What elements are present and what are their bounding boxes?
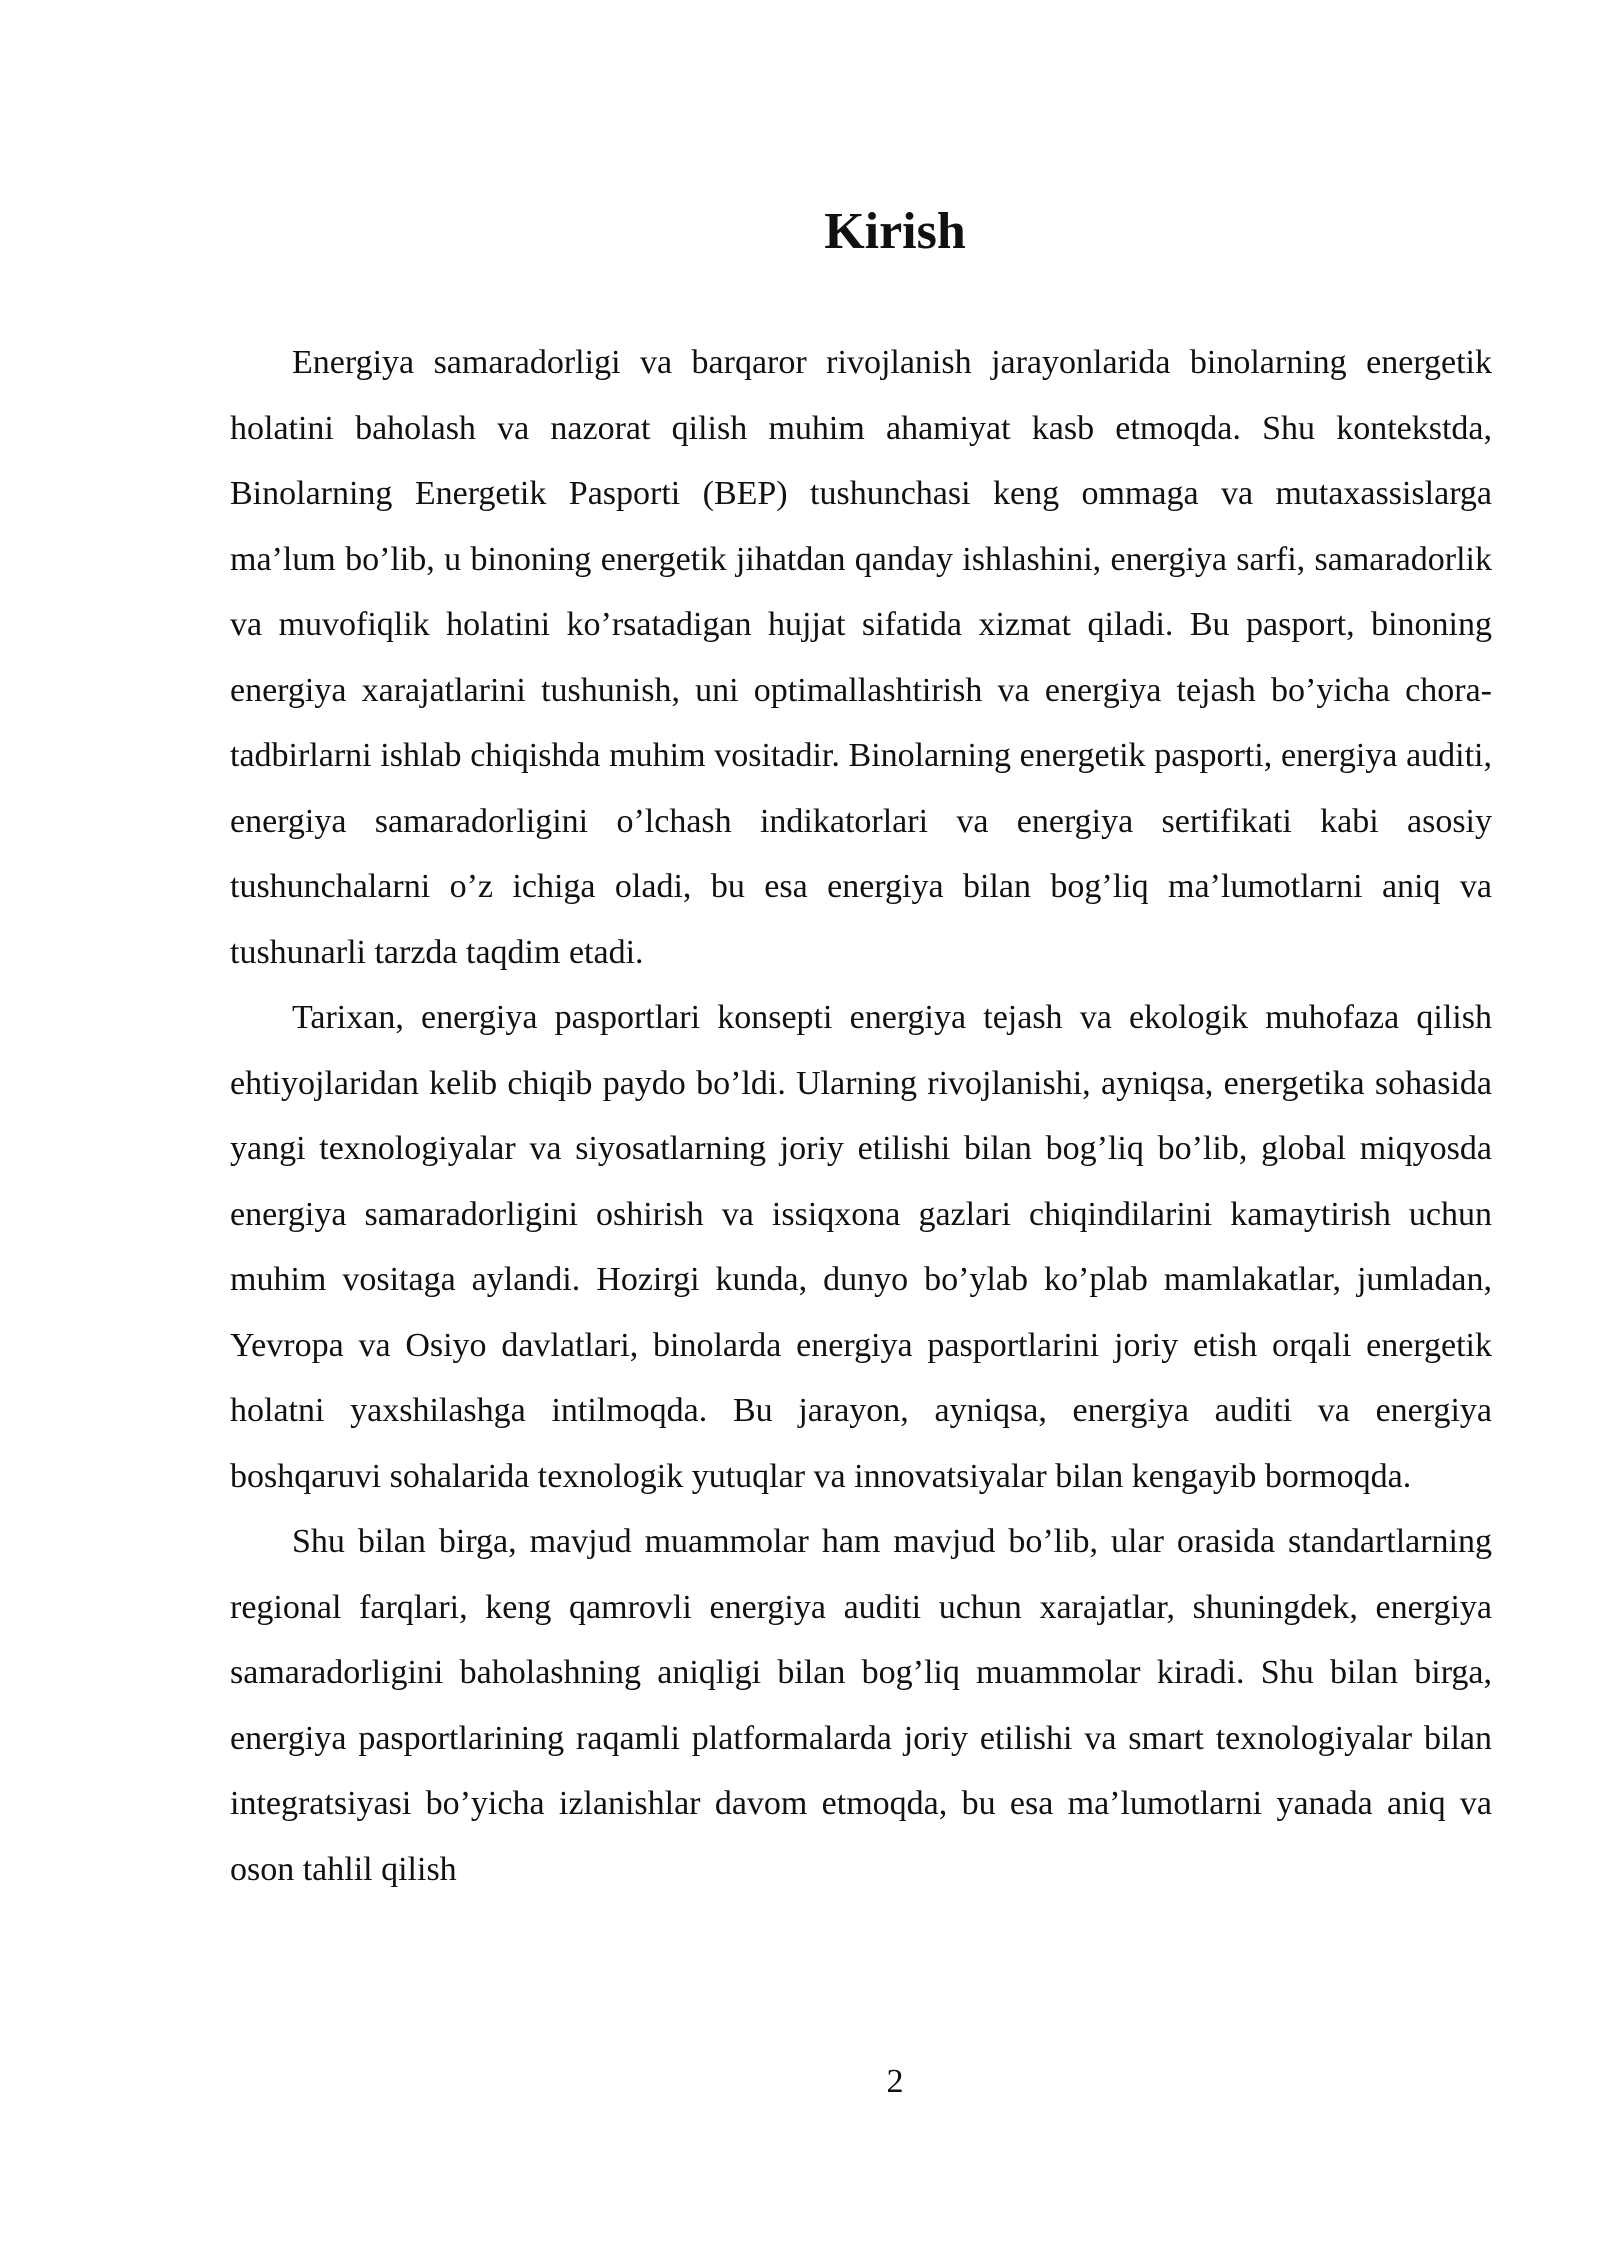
paragraph-2: Tarixan, energiya pasportlari konsepti energiya tejash va ekologik muhofaza qilish ehtiyojlaridan kelib chiqib paydo bo’ldi. Ularning rivojlanishi, ayniqsa, energetika sohasida yangi texnologiyalar va siyosatlarning joriy etilishi bilan bog’liq bo’lib, global miqyosda energiya samaradorligini oshirish va issiqxona gazlari chiqindilarini kamaytirish uchun muhim vositaga aylandi. Hozirgi kunda, dunyo bo’ylab ko’plab mamlakatlar, jumladan, Yevropa va Osiyo davlatlari, binolarda energiya pasportlarini joriy etish orqali energetik holatni yaxshilashga intilmoqda. Bu jarayon, ayniqsa, energiya auditi va energiya boshqaruvi sohalarida texnologik yutuqlar va innovatsiyalar bilan kengayib bormoqda. xyxy=(230,999,1492,1495)
paragraph-1: Energiya samaradorligi va barqaror rivojlanish jarayonlarida binolarning energetik holatini baholash va nazorat qilish muhim ahamiyat kasb etmoqda. Shu kontekstda, Binolarning Energetik Pasporti (BEP) tushunchasi keng ommaga va mutaxassislarga ma’lum bo’lib, u binoning energetik jihatdan qanday ishlashini, energiya sarfi, samaradorlik va muvofiqlik holatini ko’rsatadigan hujjat sifatida xizmat qiladi. Bu pasport, binoning energiya xarajatlarini tushunish, uni optimallashtirish va energiya tejash bo’yicha chora-tadbirlarni ishlab chiqishda muhim vositadir. Binolarning energetik pasporti, energiya auditi, energiya samaradorligini o’lchash indikatorlari va energiya sertifikati kabi asosiy tushunchalarni o’z ichiga oladi, bu esa energiya bilan bog’liq ma’lumotlarni aniq va tushunarli tarzda taqdim etadi. xyxy=(230,344,1492,971)
page-title: Kirish xyxy=(824,203,966,260)
page-number: 2 xyxy=(886,2063,904,2100)
body-text xyxy=(230,330,1492,1902)
paragraph-3: Shu bilan birga, mavjud muammolar ham mavjud bo’lib, ular orasida standartlarning regional farqlari, keng qamrovli energiya auditi uchun xarajatlar, shuningdek, energiya samaradorligini baholashning aniqligi bilan bog’liq muammolar kiradi. Shu bilan birga, energiya pasportlarining raqamli platformalarda joriy etilishi va smart texnologiyalar bilan integratsiyasi bo’yicha izlanishlar davom etmoqda, bu esa ma’lumotlarni yanada aniq va oson tahlil qilish xyxy=(230,1523,1492,1888)
